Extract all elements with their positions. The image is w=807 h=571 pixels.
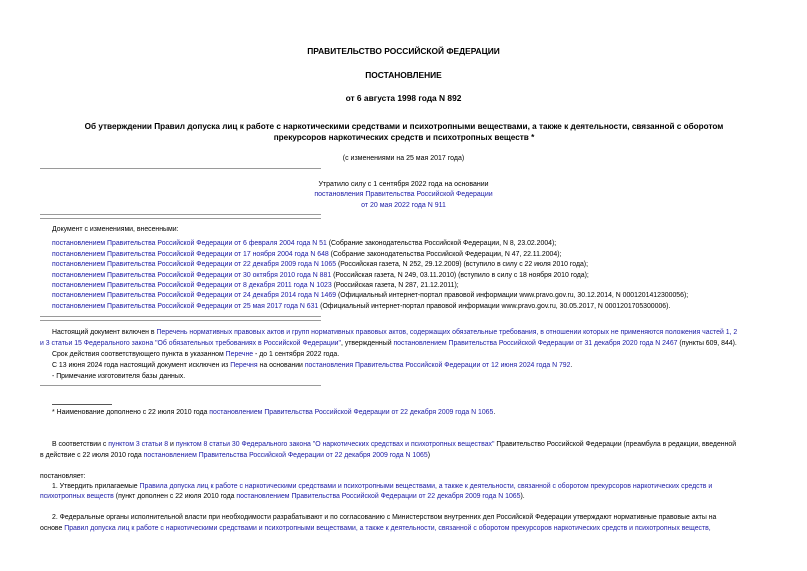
- list-item: [52, 302, 688, 312]
- resolves-label: постановляет:: [40, 473, 86, 480]
- change-source: (Собрание законодательства Российской Федерации, N 47, 22.11.2004);: [328, 250, 562, 258]
- divider: [40, 214, 321, 215]
- list-item: [52, 271, 688, 281]
- preamble-line2: [40, 451, 430, 461]
- divider: [40, 168, 321, 169]
- expired-link-decree[interactable]: постановления Правительства Российской Федерации: [314, 191, 493, 199]
- registry-short-link[interactable]: Перечня: [230, 362, 258, 369]
- issuing-authority: ПРАВИТЕЛЬСТВО РОССИЙСКОЙ ФЕДЕРАЦИИ: [307, 46, 500, 56]
- change-link[interactable]: постановлением Правительства Российской Федерации от 30 октября 2010 года N 881: [52, 271, 332, 279]
- decree-2467-link[interactable]: постановлением Правительства Российской Федерации от 31 декабря 2020 года N 2467: [393, 340, 678, 347]
- body-text: ): [427, 452, 431, 459]
- change-link[interactable]: постановлением Правительства Российской Федерации от 25 мая 2017 года N 631: [52, 302, 319, 310]
- decree-1065-link[interactable]: постановлением Правительства Российской Федерации от 22 декабря 2009 года N 1065: [143, 452, 428, 459]
- divider: [40, 316, 321, 317]
- registry-link[interactable]: Перечень нормативных правовых актов и групп нормативных правовых актов, содержащих обязательные требования, в отношении которых не применяются положения частей 1, 2: [156, 329, 738, 336]
- change-link[interactable]: постановлением Правительства Российской Федерации от 17 ноября 2004 года N 648: [52, 250, 329, 258]
- rules-link[interactable]: Правил допуска лиц к работе с наркотическими средствами и психотропными веществами, а также к деятельности, связанной с оборотом прекурсоров наркотических средств и психотропных веществ,: [64, 525, 711, 532]
- body-text: 2. Федеральные органы исполнительной власти при необходимости разрабатывают и по согласованию с Министерством внутренних дел Российской Федерации утверждают нормативные правовые акты на: [52, 514, 717, 521]
- validity-note: [52, 350, 339, 360]
- list-item: [52, 250, 688, 260]
- change-source: (Российская газета, N 249, 03.11.2010) (вступило в силу с 18 ноября 2010 года);: [331, 271, 589, 279]
- note-text: Настоящий документ включен в: [52, 329, 157, 336]
- footnote-link[interactable]: постановлением Правительства Российской Федерации от 22 декабря 2009 года N 1065: [209, 409, 494, 416]
- note-text: Срок действия соответствующего пункта в указанном: [52, 351, 226, 358]
- change-source: (Официальный интернет-портал правовой информации www.pravo.gov.ru, 30.12.2014, N 0001201412300056);: [336, 292, 689, 300]
- law-link[interactable]: и 3 статьи 15 Федерального закона "Об обязательных требованиях в Российской Федерации": [40, 340, 341, 347]
- body-text: ).: [520, 493, 525, 500]
- change-link[interactable]: постановлением Правительства Российской Федерации от 22 декабря 2009 года N 1065: [52, 261, 337, 269]
- decree-1065-link[interactable]: постановлением Правительства Российской Федерации от 22 декабря 2009 года N 1065: [236, 493, 521, 500]
- expired-text: Утратило силу с 1 сентября 2022 года на основании: [318, 181, 489, 188]
- body-text: Правительство Российской Федерации (преамбула в редакции, введенной: [494, 441, 737, 448]
- registry-short-link[interactable]: Перечне: [225, 351, 254, 358]
- change-source: (Российская газета, N 252, 29.12.2009) (вступило в силу с 22 июля 2010 года);: [336, 261, 589, 269]
- divider: [40, 385, 321, 386]
- change-link[interactable]: постановлением Правительства Российской Федерации от 24 декабря 2014 года N 1469: [52, 292, 337, 300]
- body-text: 1. Утвердить прилагаемые: [52, 483, 140, 490]
- divider: [40, 218, 321, 219]
- body-text: в действие с 22 июля 2010 года: [40, 452, 144, 459]
- item1-line1: [52, 482, 712, 492]
- note-text: С 13 июня 2024 года настоящий документ исключен из: [52, 362, 231, 369]
- note-text: (пункты 609, 844).: [677, 340, 737, 347]
- document-type: ПОСТАНОВЛЕНИЕ: [365, 70, 442, 80]
- change-source: (Официальный интернет-портал правовой информации www.pravo.gov.ru, 30.05.2017, N 0001201705300006).: [318, 302, 671, 310]
- revision-note: (с изменениями на 25 мая 2017 года): [342, 155, 465, 162]
- exclusion-note: [52, 361, 572, 371]
- inclusion-note-cont: [40, 339, 780, 349]
- inclusion-note: [52, 328, 772, 338]
- note-text: .: [570, 362, 573, 369]
- item2-line1: [52, 513, 716, 523]
- expired-notice: [0, 180, 807, 211]
- list-item: [52, 239, 688, 249]
- change-link[interactable]: постановлением Правительства Российской Федерации от 8 декабря 2011 года N 1023: [52, 282, 332, 290]
- preamble-line1: [52, 440, 736, 450]
- body-text: и: [168, 441, 176, 448]
- note-text: на основании: [257, 362, 305, 369]
- change-link[interactable]: постановлением Правительства Российской Федерации от 6 февраля 2004 года N 51: [52, 240, 327, 248]
- expired-link-date[interactable]: от 20 мая 2022 года N 911: [361, 201, 446, 209]
- changes-list: [52, 225, 688, 312]
- document-title-line1: Об утверждении Правил допуска лиц к работе с наркотическими средствами и психотропными веществами, а также к деятельности, связанной с оборотом: [84, 122, 724, 131]
- list-item: [52, 291, 688, 301]
- divider: [40, 320, 321, 321]
- change-source: (Российская газета, N 287, 21.12.2011);: [331, 282, 459, 290]
- document-date: от 6 августа 1998 года N 892: [345, 93, 462, 103]
- law-art8-link[interactable]: пунктом 3 статьи 8: [108, 441, 169, 448]
- body-text: (пункт дополнен с 22 июля 2010 года: [113, 493, 237, 500]
- footnote-text: .: [493, 409, 496, 416]
- body-text: основе: [40, 525, 65, 532]
- note-text: , утвержденный: [340, 340, 394, 347]
- db-maker-note: - Примечание изготовителя базы данных.: [52, 373, 186, 380]
- rules-link[interactable]: психотропных веществ: [40, 493, 114, 500]
- footnote-text: * Наименование дополнено с 22 июля 2010 года: [52, 409, 210, 416]
- body-text: В соответствии с: [52, 441, 109, 448]
- list-item: [52, 260, 688, 270]
- item1-line2: [40, 492, 525, 502]
- change-source: (Собрание законодательства Российской Федерации, N 8, 23.02.2004);: [326, 240, 557, 248]
- document-title-line2: прекурсоров наркотических средств и психотропных веществ *: [273, 133, 535, 142]
- item2-line2: [40, 524, 711, 534]
- note-text: - до 1 сентября 2022 года.: [253, 351, 340, 358]
- decree-792-link[interactable]: постановления Правительства Российской Федерации от 12 июня 2024 года N 792: [304, 362, 571, 369]
- list-item: [52, 281, 688, 291]
- footnote: [52, 408, 495, 418]
- footnote-rule: [52, 404, 112, 405]
- law-art30-link[interactable]: пунктом 8 статьи 30 Федерального закона "О наркотических средствах и психотропных веществах": [175, 441, 495, 448]
- rules-link[interactable]: Правила допуска лиц к работе с наркотическими средствами и психотропными веществами, а также к деятельности, связанной с оборотом прекурсоров наркотических средств и: [139, 483, 713, 490]
- changes-heading: Документ с изменениями, внесенными:: [52, 226, 179, 233]
